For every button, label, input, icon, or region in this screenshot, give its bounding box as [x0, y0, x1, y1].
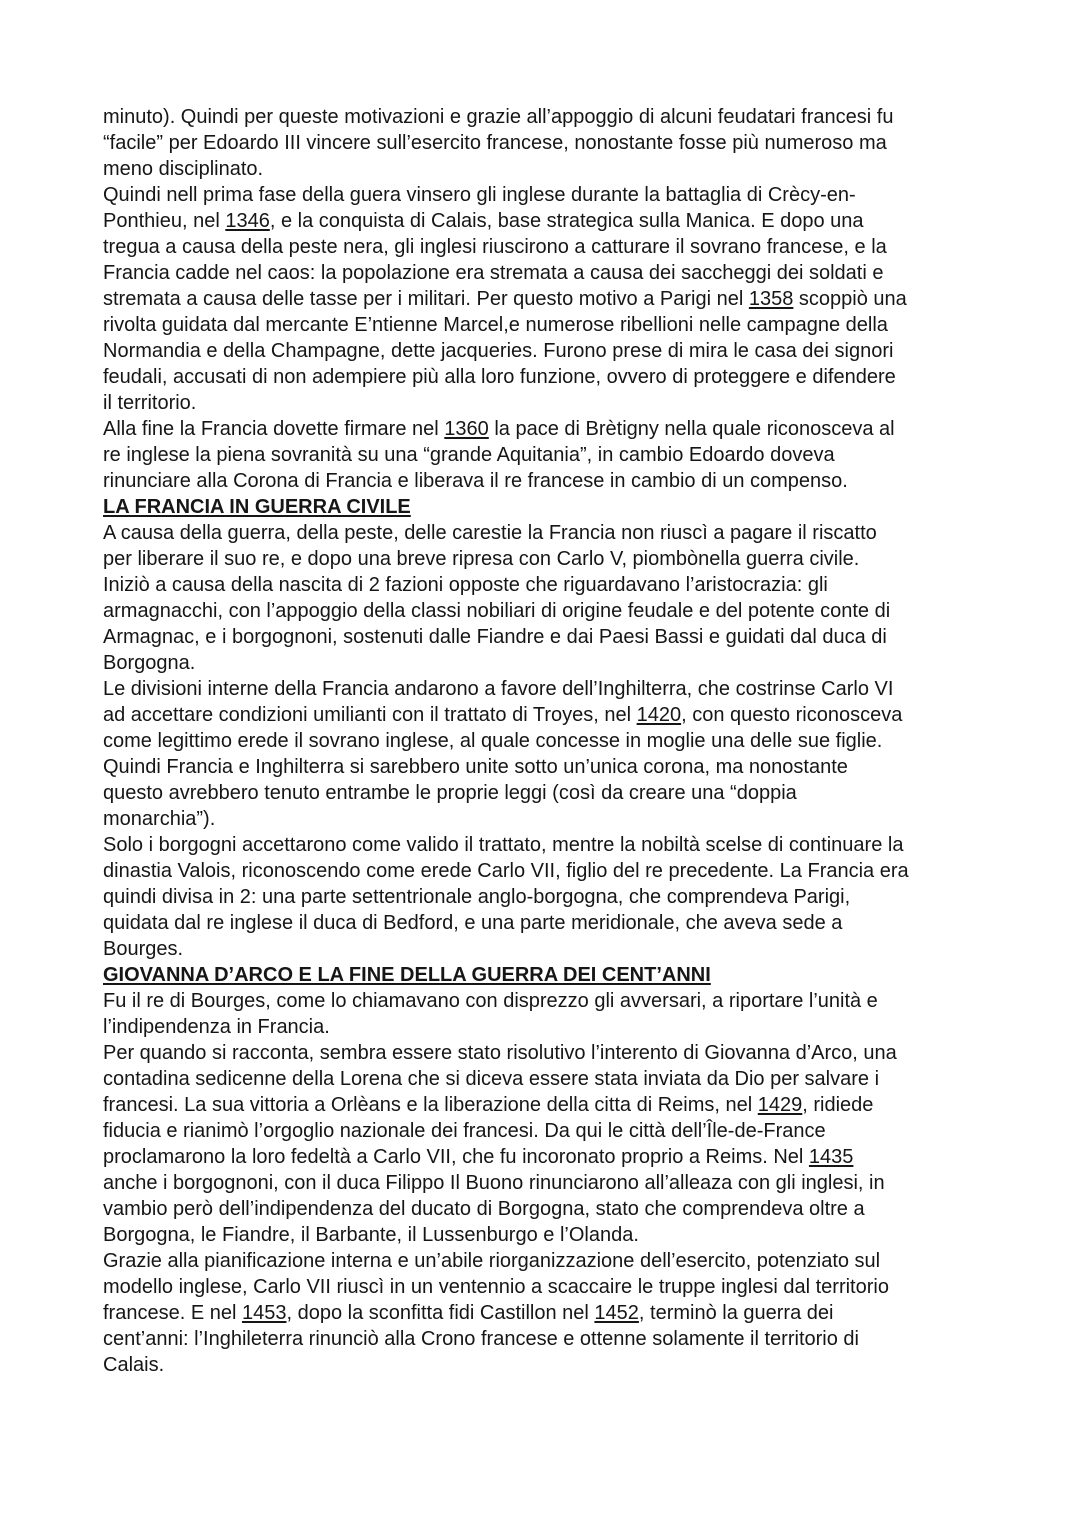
text-segment: Armagnac, e i borgognoni, sostenuti dalle Fiandre e dai Paesi Bassi e guidati dal duca di: [103, 626, 887, 648]
text-segment: , terminò la guerra dei: [638, 1302, 834, 1324]
text-line: [103, 728, 1063, 754]
text-line: [103, 676, 1063, 702]
text-segment: Borgogna.: [103, 652, 196, 674]
text-line: [103, 988, 1063, 1014]
text-segment: scoppiò una: [793, 288, 907, 310]
text-segment: Alla fine la Francia dovette firmare nel: [103, 418, 445, 440]
text-segment: , con questo riconosceva: [681, 704, 903, 726]
text-segment: proclamarono la loro fedeltà a Carlo VII, che fu incoronato proprio a Reims. Nel: [103, 1146, 809, 1168]
text-segment: “facile” per Edoardo III vincere sull’esercito francese, nonostante fosse più numeroso ma: [103, 132, 887, 154]
text-segment: , dopo la sconfitta fidi Castillon nel: [286, 1302, 595, 1324]
text-line: [103, 832, 1063, 858]
text-line: [103, 468, 1063, 494]
text-segment: anche i borgognoni, con il duca Filippo Il Buono rinunciarono all’alleaza con gli inglesi, in: [103, 1172, 885, 1194]
text-line: [103, 1040, 1063, 1066]
text-line: [103, 442, 1063, 468]
text-segment: Fu il re di Bourges, come lo chiamavano con disprezzo gli avversari, a riportare l’unità e: [103, 990, 878, 1012]
text-segment: modello inglese, Carlo VII riuscì in un ventennio a scaccaire le truppe inglesi dal territorio: [103, 1276, 889, 1298]
text-line: [103, 1118, 1063, 1144]
text-line: [103, 1066, 1063, 1092]
text-line: [103, 806, 1063, 832]
underlined-year: 1452: [594, 1302, 639, 1324]
text-line: [103, 364, 1063, 390]
document-body: [103, 104, 1063, 1378]
text-line: [103, 1196, 1063, 1222]
underlined-year: 1420: [636, 704, 682, 726]
text-line: [103, 234, 1063, 260]
text-segment: Grazie alla pianificazione interna e un’abile riorganizzazione dell’esercito, potenziato sul: [103, 1250, 881, 1272]
text-segment: come legittimo erede il sovrano inglese, al quale concesse in moglie una delle sue figlie.: [103, 730, 883, 752]
text-segment: Quindi nell prima fase della guera vinsero gli inglese durante la battaglia di Crècy-en-: [103, 184, 856, 206]
text-segment: Solo i borgogni accettarono come valido il trattato, mentre la nobiltà scelse di continuare la: [103, 834, 904, 856]
text-segment: francesi. La sua vittoria a Orlèans e la liberazione della citta di Reims, nel: [103, 1094, 758, 1116]
text-segment: A causa della guerra, della peste, delle carestie la Francia non riuscì a pagare il riscatto: [103, 522, 877, 544]
text-segment: Borgogna, le Fiandre, il Barbante, il Lussenburgo e l’Olanda.: [103, 1224, 639, 1246]
text-segment: Per quando si racconta, sembra essere stato risolutivo l’interento di Giovanna d’Arco, una: [103, 1042, 897, 1064]
text-line: [103, 754, 1063, 780]
text-segment: fiducia e rianimò l’orgoglio nazionale dei francesi. Da qui le città dell’Île-de-France: [103, 1120, 826, 1142]
text-line: [103, 1248, 1063, 1274]
text-segment: Francia cadde nel caos: la popolazione era stremata a causa dei saccheggi dei soldati e: [103, 262, 884, 284]
text-segment: il territorio.: [103, 392, 197, 414]
text-line: [103, 572, 1063, 598]
underlined-year: 1453: [241, 1302, 287, 1324]
text-line: [103, 208, 1063, 234]
text-line: [103, 1300, 1063, 1326]
text-line: [103, 884, 1063, 910]
text-segment: dinastia Valois, riconoscendo come erede Carlo VII, figlio del re precedente. La Francia era: [103, 860, 909, 882]
text-line: [103, 858, 1063, 884]
text-segment: vambio però dell’indipendenza del ducato di Borgogna, stato che comprendeva oltre a: [103, 1198, 865, 1220]
text-segment: Calais.: [103, 1354, 165, 1376]
text-segment: minuto). Quindi per queste motivazioni e grazie all’appoggio di alcuni feudatari francesi fu: [103, 106, 894, 128]
text-line: [103, 910, 1063, 936]
text-segment: feudali, accusati di non adempiere più alla loro funzione, ovvero di proteggere e difendere: [103, 366, 896, 388]
text-segment: Quindi Francia e Inghilterra si sarebbero unite sotto un’unica corona, ma nonostante: [103, 756, 848, 778]
text-line: [103, 156, 1063, 182]
text-segment: contadina sedicenne della Lorena che si diceva essere stata inviata da Dio per salvare i: [103, 1068, 880, 1090]
text-line: [103, 260, 1063, 286]
text-segment: Iniziò a causa della nascita di 2 fazioni opposte che riguardavano l’aristocrazia: gli: [103, 574, 828, 596]
text-line: [103, 104, 1063, 130]
section-heading: [103, 962, 1063, 988]
text-segment: cent’anni: l’Inghileterra rinunciò alla Crono francese e ottenne solamente il territorio di: [103, 1328, 859, 1350]
text-line: [103, 1352, 1063, 1378]
text-segment: Le divisioni interne della Francia andarono a favore dell’Inghilterra, che costrinse Carlo VI: [103, 678, 894, 700]
text-segment: per liberare il suo re, e dopo una breve ripresa con Carlo V, piombònella guerra civile.: [103, 548, 860, 570]
text-segment: meno disciplinato.: [103, 158, 264, 180]
underlined-year: 1435: [808, 1146, 854, 1168]
text-line: [103, 286, 1063, 312]
text-segment: rinunciare alla Corona di Francia e liberava il re francese in cambio di un compenso.: [103, 470, 848, 492]
text-line: [103, 1222, 1063, 1248]
text-line: [103, 702, 1063, 728]
text-line: [103, 416, 1063, 442]
text-segment: ad accettare condizioni umilianti con il trattato di Troyes, nel: [103, 704, 637, 726]
text-segment: francese. E nel: [103, 1302, 242, 1324]
text-segment: Normandia e della Champagne, dette jacqueries. Furono prese di mira le casa dei signori: [103, 340, 894, 362]
text-line: [103, 936, 1063, 962]
text-segment: monarchia”).: [103, 808, 216, 830]
text-segment: Bourges.: [103, 938, 184, 960]
text-segment: quidata dal re inglese il duca di Bedford, e una parte meridionale, che aveva sede a: [103, 912, 843, 934]
text-line: [103, 338, 1063, 364]
text-segment: l’indipendenza in Francia.: [103, 1016, 330, 1038]
section-heading: [103, 494, 1063, 520]
text-line: [103, 1014, 1063, 1040]
text-segment: stremata a causa delle tasse per i militari. Per questo motivo a Parigi nel: [103, 288, 749, 310]
text-line: [103, 1170, 1063, 1196]
underlined-year: 1429: [757, 1094, 803, 1116]
text-segment: questo avrebbero tenuto entrambe le proprie leggi (così da creare una “doppia: [103, 782, 797, 804]
text-segment: Ponthieu, nel: [103, 210, 226, 232]
text-line: [103, 390, 1063, 416]
text-segment: tregua a causa della peste nera, gli inglesi riuscirono a catturare il sovrano francese, e la: [103, 236, 887, 258]
text-segment: rivolta guidata dal mercante E’ntienne Marcel,e numerose ribellioni nelle campagne della: [103, 314, 888, 336]
text-line: [103, 312, 1063, 338]
text-segment: re inglese la piena sovranità su una “grande Aquitania”, in cambio Edoardo doveva: [103, 444, 835, 466]
text-segment: armagnacchi, con l’appoggio della classi nobiliari di origine feudale e del potente conte di: [103, 600, 891, 622]
text-line: [103, 182, 1063, 208]
text-segment: , e la conquista di Calais, base strategica sulla Manica. E dopo una: [269, 210, 864, 232]
text-line: [103, 1092, 1063, 1118]
text-line: [103, 546, 1063, 572]
section-heading-text: GIOVANNA D’ARCO E LA FINE DELLA GUERRA DEI CENT’ANNI: [103, 964, 711, 986]
text-line: [103, 1144, 1063, 1170]
text-line: [103, 1274, 1063, 1300]
underlined-year: 1358: [748, 288, 794, 310]
text-line: [103, 780, 1063, 806]
text-line: [103, 624, 1063, 650]
underlined-year: 1346: [225, 210, 270, 232]
text-line: [103, 1326, 1063, 1352]
text-line: [103, 598, 1063, 624]
section-heading-text: LA FRANCIA IN GUERRA CIVILE: [103, 496, 411, 518]
text-segment: quindi divisa in 2: una parte settentrionale anglo-borgogna, che comprendeva Parigi,: [103, 886, 851, 908]
text-segment: la pace di Brètigny nella quale riconosceva al: [488, 418, 895, 440]
underlined-year: 1360: [444, 418, 489, 440]
text-segment: , ridiede: [802, 1094, 874, 1116]
text-line: [103, 650, 1063, 676]
text-line: [103, 520, 1063, 546]
text-line: [103, 130, 1063, 156]
